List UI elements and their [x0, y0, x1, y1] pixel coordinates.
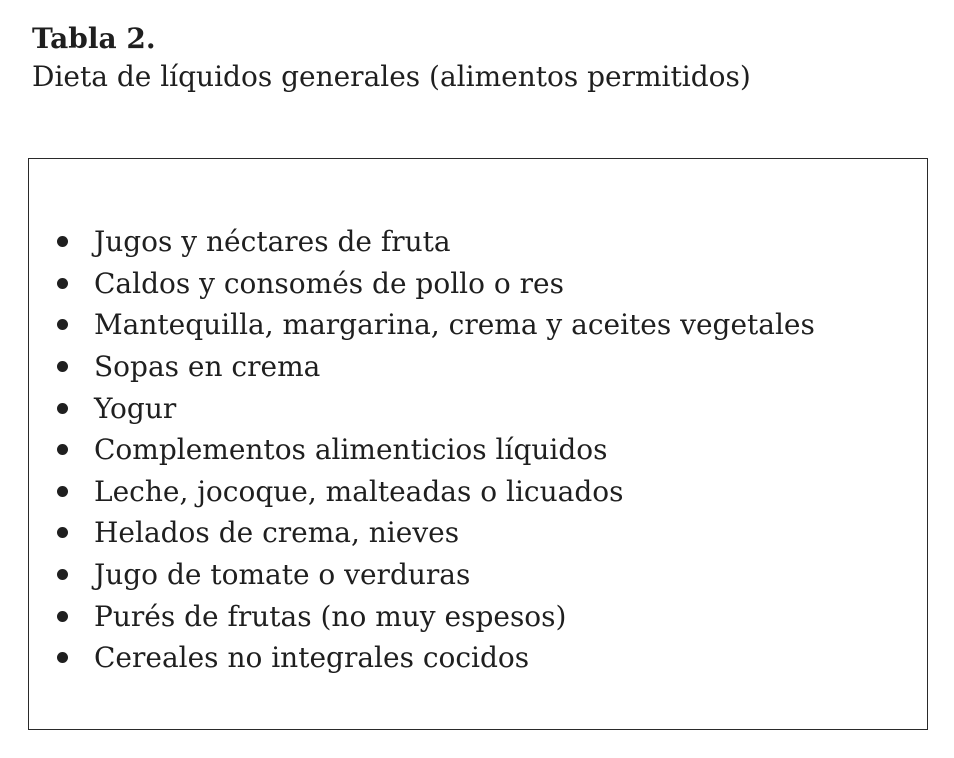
list-item — [57, 304, 815, 346]
list-item-text: Yogur — [94, 391, 177, 425]
bullet-icon — [57, 361, 68, 372]
list-item — [57, 387, 815, 429]
list-item-text: Cereales no integrales cocidos — [94, 641, 530, 675]
list-item-text: Caldos y consomés de pollo o res — [94, 266, 564, 300]
bullet-icon — [57, 403, 68, 414]
list-item-text: Purés de frutas (no muy espesos) — [94, 599, 567, 633]
list-item — [57, 595, 815, 637]
list-item-text: Sopas en crema — [94, 350, 321, 384]
list-item-text: Leche, jocoque, malteadas o licuados — [94, 474, 624, 508]
table-box — [28, 158, 928, 730]
list-item-text: Complementos alimenticios líquidos — [94, 433, 608, 467]
list-item — [57, 471, 815, 513]
bullet-icon — [57, 444, 68, 455]
bullet-icon — [57, 527, 68, 538]
bullet-icon — [57, 486, 68, 497]
list-item-text: Jugo de tomate o verduras — [94, 558, 471, 592]
table-number: Tabla 2. — [32, 22, 156, 55]
list-item — [57, 221, 815, 263]
list-item — [57, 554, 815, 596]
list-item-text: Helados de crema, nieves — [94, 516, 460, 550]
list-item — [57, 637, 815, 679]
list-item-text: Mantequilla, margarina, crema y aceites vegetales — [94, 308, 815, 342]
list-item-text: Jugos y néctares de fruta — [94, 225, 451, 259]
list-item — [57, 346, 815, 388]
table-title: Dieta de líquidos generales (alimentos permitidos) — [32, 60, 751, 93]
list-item — [57, 429, 815, 471]
bullet-icon — [57, 236, 68, 247]
bullet-icon — [57, 569, 68, 580]
bullet-icon — [57, 611, 68, 622]
bullet-icon — [57, 319, 68, 330]
table-heading — [32, 22, 751, 94]
list-item — [57, 512, 815, 554]
food-list — [57, 221, 815, 679]
bullet-icon — [57, 652, 68, 663]
list-item — [57, 263, 815, 305]
bullet-icon — [57, 278, 68, 289]
